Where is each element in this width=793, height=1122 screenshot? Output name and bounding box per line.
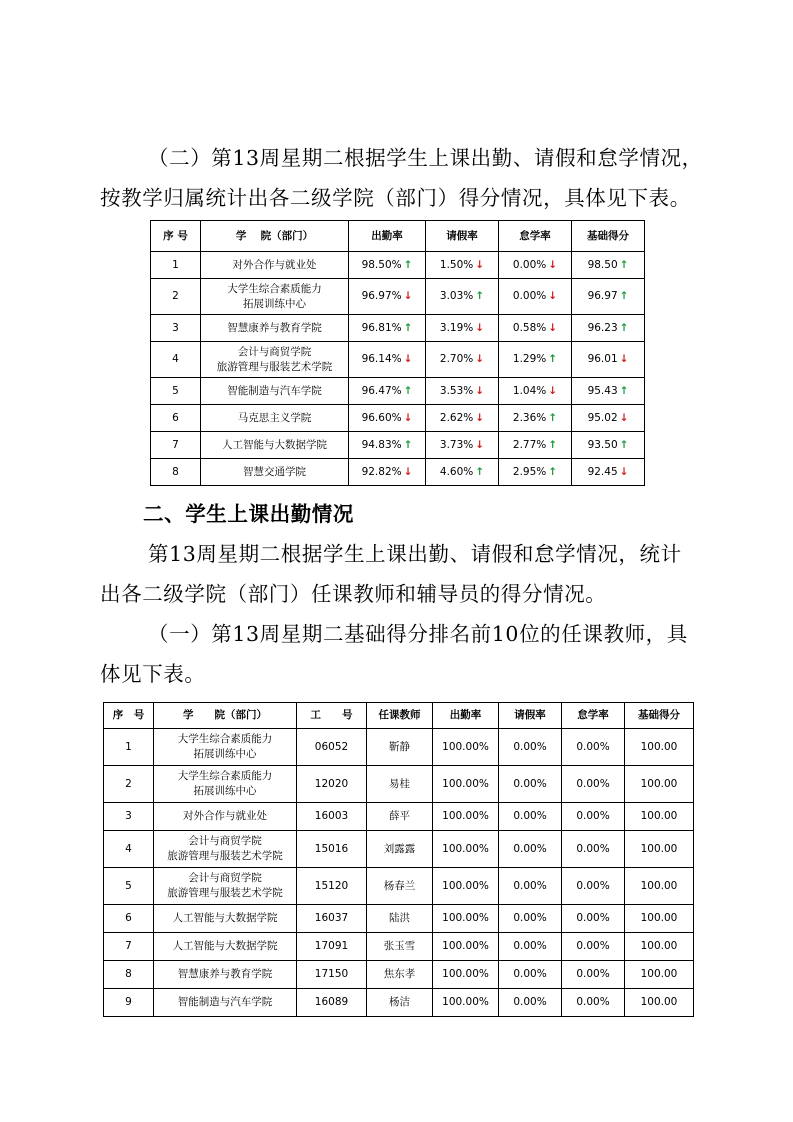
row-number-cell: 1 [104,729,154,766]
row-number-cell: 2 [104,766,154,803]
truancy-rate-cell [499,279,572,315]
row-number-cell: 4 [104,831,154,868]
teacher-name-cell: 薛平 [367,803,433,831]
leave-rate-cell [426,405,499,432]
truancy-rate-cell [499,342,572,378]
row-number-cell: 9 [104,989,154,1017]
table-row [104,905,694,933]
leave-rate-cell [426,315,499,342]
table-row [151,378,645,405]
teacher-score-table [103,702,694,1017]
arrow-up-icon: ↑ [548,411,558,424]
teacher-name-cell: 焦东孝 [367,961,433,989]
row-number-cell: 5 [151,378,201,405]
arrow-down-icon: ↓ [475,384,485,397]
attendance-rate-cell [349,405,426,432]
college-name-line: 智能制造与汽车学院 [227,384,322,397]
row-number-cell: 3 [104,803,154,831]
sub-paragraph-line1: （一）第13周星期二基础得分排名前10位的任课教师，具 [148,622,688,646]
leave-rate-cell: 0.00% [499,831,562,868]
leave-rate-value: 1.50% [439,258,474,271]
college-name-cell [201,342,349,378]
row-number-cell: 5 [104,868,154,905]
college-name-line: 智慧康养与教育学院 [177,968,273,980]
college-name-cell [154,868,297,905]
table-row [104,803,694,831]
attendance-rate-cell: 100.00% [433,905,499,933]
base-score-cell [572,378,645,405]
arrow-down-icon: ↓ [403,290,413,302]
college-name-cell [201,378,349,405]
teacher-name-cell: 易桂 [367,766,433,803]
college-name-line: 大学生综合素质能力 [177,733,273,745]
base-score-value: 92.45 [587,465,618,478]
truancy-rate-value: 2.77% [512,438,547,451]
arrow-up-icon: ↑ [619,384,629,397]
table-row [151,342,645,378]
base-score-cell [572,315,645,342]
truancy-rate-cell: 0.00% [562,868,625,905]
employee-id-cell: 16003 [297,803,367,831]
base-score-cell: 100.00 [625,905,694,933]
section-heading: 二、学生上课出勤情况 [143,502,354,526]
arrow-down-icon: ↓ [475,321,485,334]
row-number-cell: 7 [104,933,154,961]
attendance-rate-value: 96.81% [361,321,402,334]
base-score-cell [572,342,645,378]
teacher-name-cell: 杨洁 [367,989,433,1017]
teacher-name-cell: 陆洪 [367,905,433,933]
attendance-rate-cell [349,252,426,279]
arrow-up-icon: ↑ [548,438,558,451]
base-score-value: 96.01 [587,353,618,365]
base-score-cell: 100.00 [625,868,694,905]
table-row [104,933,694,961]
attendance-rate-cell: 100.00% [433,729,499,766]
employee-id-cell: 06052 [297,729,367,766]
college-name-line: 会计与商贸学院 [188,835,262,847]
college-name-line: 智能制造与汽车学院 [177,996,273,1008]
attendance-rate-cell [349,279,426,315]
table-row [104,729,694,766]
attendance-rate-value: 92.82% [361,465,402,478]
table-row [151,315,645,342]
truancy-rate-cell [499,378,572,405]
column-header: 基础得分 [625,703,694,729]
attendance-rate-cell [349,378,426,405]
attendance-rate-cell: 100.00% [433,803,499,831]
base-score-cell [572,279,645,315]
truancy-rate-cell: 0.00% [562,933,625,961]
leave-rate-value: 2.70% [439,353,474,365]
college-name-line: 拓展训练中心 [193,785,257,797]
leave-rate-value: 3.19% [439,321,474,334]
truancy-rate-cell: 0.00% [562,766,625,803]
truancy-rate-cell [499,315,572,342]
column-header: 工 号 [297,703,367,729]
college-name-cell [154,905,297,933]
arrow-down-icon: ↓ [548,290,558,302]
table-row [104,766,694,803]
truancy-rate-cell [499,405,572,432]
table-row [151,405,645,432]
truancy-rate-cell: 0.00% [562,831,625,868]
truancy-rate-value: 1.04% [512,384,547,397]
college-name-line: 会计与商贸学院 [237,345,312,358]
row-number-cell: 1 [151,252,201,279]
truancy-rate-cell: 0.00% [562,803,625,831]
base-score-cell: 100.00 [625,961,694,989]
leave-rate-value: 3.53% [439,384,474,397]
college-name-cell [154,989,297,1017]
college-name-line: 人工智能与大数据学院 [172,940,278,952]
college-name-line: 大学生综合素质能力 [177,770,273,782]
leave-rate-value: 3.73% [439,438,474,451]
college-name-cell [201,432,349,459]
row-number-cell: 6 [104,905,154,933]
attendance-rate-value: 96.60% [361,411,402,424]
truancy-rate-cell [499,252,572,279]
employee-id-cell: 12020 [297,766,367,803]
attendance-rate-cell: 100.00% [433,868,499,905]
truancy-rate-value: 0.00% [512,290,547,302]
arrow-down-icon: ↓ [475,258,485,271]
section-paragraph-line1: 第13周星期二根据学生上课出勤、请假和怠学情况，统计 [148,542,682,566]
column-header: 请假率 [426,221,499,252]
base-score-cell: 100.00 [625,831,694,868]
attendance-rate-cell: 100.00% [433,766,499,803]
college-name-cell [154,729,297,766]
college-name-line: 智慧交通学院 [243,465,306,478]
college-name-cell [201,459,349,486]
attendance-rate-value: 96.97% [361,290,402,302]
leave-rate-cell [426,279,499,315]
attendance-rate-value: 96.47% [361,384,402,397]
attendance-rate-cell [349,459,426,486]
leave-rate-cell: 0.00% [499,868,562,905]
table-row [104,868,694,905]
column-header: 序 号 [104,703,154,729]
attendance-rate-cell [349,432,426,459]
employee-id-cell: 16037 [297,905,367,933]
table-header-row [151,221,645,252]
arrow-down-icon: ↓ [619,353,629,365]
college-name-line: 人工智能与大数据学院 [222,438,327,451]
college-name-cell [154,766,297,803]
row-number-cell: 6 [151,405,201,432]
college-name-line: 会计与商贸学院 [188,872,262,884]
table-row [104,989,694,1017]
sub-paragraph-line2: 体见下表。 [100,662,206,686]
base-score-cell: 100.00 [625,803,694,831]
truancy-rate-value: 0.58% [512,321,547,334]
leave-rate-cell: 0.00% [499,961,562,989]
column-header: 基础得分 [572,221,645,252]
truancy-rate-value: 2.95% [512,465,547,478]
arrow-up-icon: ↑ [619,258,629,271]
row-number-cell: 4 [151,342,201,378]
column-header: 请假率 [499,703,562,729]
attendance-rate-cell: 100.00% [433,961,499,989]
college-name-line: 旅游管理与服装艺术学院 [167,887,283,899]
base-score-value: 95.02 [587,411,618,424]
truancy-rate-cell: 0.00% [562,729,625,766]
attendance-rate-value: 98.50% [361,258,402,271]
attendance-rate-value: 94.83% [361,438,402,451]
row-number-cell: 8 [104,961,154,989]
leave-rate-cell [426,432,499,459]
arrow-down-icon: ↓ [475,438,485,451]
leave-rate-cell: 0.00% [499,766,562,803]
arrow-up-icon: ↑ [619,321,629,334]
attendance-rate-cell: 100.00% [433,989,499,1017]
base-score-value: 93.50 [587,438,618,451]
table-row [104,831,694,868]
college-name-line: 对外合作与就业处 [232,258,317,271]
teacher-name-cell: 杨春兰 [367,868,433,905]
base-score-cell: 100.00 [625,933,694,961]
column-header: 出勤率 [349,221,426,252]
table-row [151,459,645,486]
table-row [151,432,645,459]
arrow-up-icon: ↑ [403,321,413,334]
attendance-rate-cell: 100.00% [433,933,499,961]
arrow-up-icon: ↑ [619,438,629,451]
base-score-value: 98.50 [587,258,618,271]
leave-rate-cell: 0.00% [499,989,562,1017]
college-name-line: 对外合作与就业处 [183,810,267,822]
college-name-line: 马克思主义学院 [237,411,312,424]
row-number-cell: 7 [151,432,201,459]
intro-paragraph-line2: 按教学归属统计出各二级学院（部门）得分情况，具体见下表。 [100,186,691,210]
column-header: 出勤率 [433,703,499,729]
leave-rate-cell [426,459,499,486]
attendance-rate-value: 96.14% [361,353,402,365]
college-name-line: 拓展训练中心 [193,748,257,760]
leave-rate-cell: 0.00% [499,933,562,961]
leave-rate-cell [426,342,499,378]
truancy-rate-cell: 0.00% [562,905,625,933]
arrow-up-icon: ↑ [403,438,413,451]
truancy-rate-cell [499,459,572,486]
employee-id-cell: 15016 [297,831,367,868]
base-score-cell [572,252,645,279]
college-name-line: 人工智能与大数据学院 [172,912,278,924]
college-name-cell [154,803,297,831]
column-header: 怠学率 [499,221,572,252]
base-score-cell: 100.00 [625,766,694,803]
college-name-cell [201,405,349,432]
base-score-cell [572,432,645,459]
arrow-down-icon: ↓ [475,411,485,424]
college-score-table [150,220,645,486]
attendance-rate-cell [349,342,426,378]
column-header: 序 号 [151,221,201,252]
employee-id-cell: 15120 [297,868,367,905]
arrow-down-icon: ↓ [403,353,413,365]
arrow-down-icon: ↓ [403,411,413,424]
base-score-value: 96.23 [587,321,618,334]
arrow-down-icon: ↓ [619,411,629,424]
college-name-cell [201,315,349,342]
college-name-cell [154,831,297,868]
arrow-up-icon: ↑ [403,384,413,397]
truancy-rate-value: 0.00% [512,258,547,271]
table-row [151,279,645,315]
arrow-up-icon: ↑ [403,258,413,271]
column-header: 任课教师 [367,703,433,729]
leave-rate-value: 4.60% [439,465,474,478]
base-score-cell: 100.00 [625,729,694,766]
base-score-cell [572,405,645,432]
arrow-down-icon: ↓ [548,321,558,334]
column-header: 学 院（部门） [201,221,349,252]
arrow-down-icon: ↓ [548,258,558,271]
teacher-name-cell: 靳静 [367,729,433,766]
truancy-rate-value: 1.29% [512,353,547,365]
leave-rate-cell: 0.00% [499,905,562,933]
arrow-down-icon: ↓ [403,465,413,478]
college-name-line: 旅游管理与服装艺术学院 [167,850,283,862]
intro-paragraph-line1: （二）第13周星期二根据学生上课出勤、请假和怠学情况， [148,146,703,170]
college-name-line: 智慧康养与教育学院 [227,321,322,334]
college-name-cell [201,279,349,315]
truancy-rate-cell: 0.00% [562,989,625,1017]
college-name-line: 大学生综合素质能力 [227,282,322,295]
row-number-cell: 8 [151,459,201,486]
arrow-up-icon: ↑ [619,290,629,302]
college-name-line: 旅游管理与服装艺术学院 [216,360,333,373]
leave-rate-cell [426,252,499,279]
leave-rate-cell [426,378,499,405]
row-number-cell: 2 [151,279,201,315]
attendance-rate-cell: 100.00% [433,831,499,868]
leave-rate-cell: 0.00% [499,803,562,831]
table-header-row [104,703,694,729]
college-name-cell [201,252,349,279]
arrow-up-icon: ↑ [548,353,558,365]
truancy-rate-value: 2.36% [512,411,547,424]
employee-id-cell: 16089 [297,989,367,1017]
base-score-cell: 100.00 [625,989,694,1017]
column-header: 学 院（部门） [154,703,297,729]
leave-rate-value: 2.62% [439,411,474,424]
arrow-up-icon: ↑ [548,465,558,478]
table-row [151,252,645,279]
attendance-rate-cell [349,315,426,342]
college-name-cell [154,933,297,961]
arrow-up-icon: ↑ [475,465,485,478]
college-name-line: 拓展训练中心 [243,297,306,310]
base-score-cell [572,459,645,486]
base-score-value: 95.43 [587,384,618,397]
arrow-down-icon: ↓ [619,465,629,478]
base-score-value: 96.97 [587,290,618,302]
column-header: 怠学率 [562,703,625,729]
arrow-down-icon: ↓ [475,353,485,365]
truancy-rate-cell: 0.00% [562,961,625,989]
employee-id-cell: 17150 [297,961,367,989]
table-row [104,961,694,989]
truancy-rate-cell [499,432,572,459]
section-paragraph-line2: 出各二级学院（部门）任课教师和辅导员的得分情况。 [100,582,607,606]
college-name-cell [154,961,297,989]
teacher-name-cell: 张玉雪 [367,933,433,961]
row-number-cell: 3 [151,315,201,342]
arrow-up-icon: ↑ [475,290,485,302]
leave-rate-value: 3.03% [439,290,474,302]
arrow-down-icon: ↓ [548,384,558,397]
leave-rate-cell: 0.00% [499,729,562,766]
teacher-name-cell: 刘露露 [367,831,433,868]
employee-id-cell: 17091 [297,933,367,961]
